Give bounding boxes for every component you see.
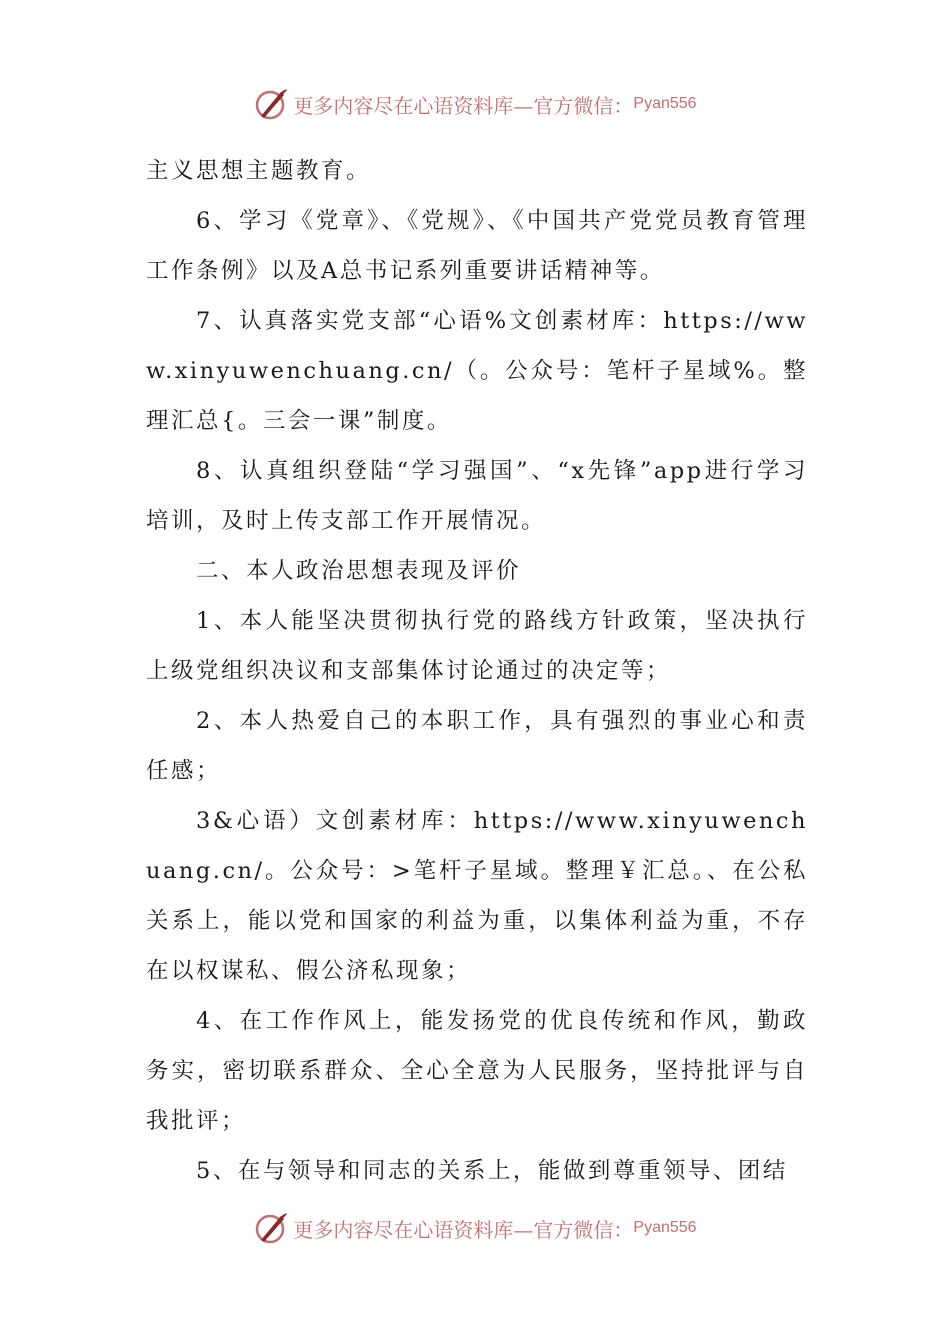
banner-text: 更多内容尽在心语资料库—官方微信： [293, 93, 634, 118]
quill-pen-logo-icon [253, 86, 289, 122]
header-banner [0, 84, 950, 124]
paragraph: 5、在与领导和同志的关系上，能做到尊重领导、团结 [196, 1158, 788, 1184]
paragraph: 6、学习《党章》、《党规》、《中国共产党党员教育管理工作条例》以及A总书记系列重要讲话精神等。 [146, 208, 808, 284]
banner-wechat-id: Pyan556 [633, 95, 697, 112]
paragraph: 8、认真组织登陆“学习强国”、“x先锋”app进行学习培训，及时上传支部工作开展情况。 [146, 458, 808, 534]
footer-banner [0, 1208, 950, 1248]
paragraph: 2、本人热爱自己的本职工作，具有强烈的事业心和责任感； [146, 708, 808, 784]
document-body [146, 146, 808, 1196]
paragraph: 4、在工作作风上，能发扬党的优良传统和作风，勤政务实，密切联系群众、全心全意为人民服务，坚持批评与自我批评； [146, 1008, 808, 1134]
banner-text: 更多内容尽在心语资料库—官方微信： [293, 1217, 634, 1242]
paragraph: 1、本人能坚决贯彻执行党的路线方针政策，坚决执行上级党组织决议和支部集体讨论通过的决定等； [146, 608, 808, 684]
paragraph: 7、认真落实党支部“心语%文创素材库：https://www.xinyuwenchuang.cn/（。公众号：笔杆子星域%。整理汇总{。三会一课”制度。 [146, 308, 808, 434]
quill-pen-logo-icon [253, 1210, 289, 1246]
paragraph: 主义思想主题教育。 [146, 158, 372, 184]
paragraph: 3&心语）文创素材库：https://www.xinyuwenchuang.cn/。公众号：>笔杆子星域。整理￥汇总。、在公私关系上，能以党和国家的利益为重，以集体利益为重，不存在以权谋私、假公济私现象； [146, 808, 808, 984]
banner-wechat-id: Pyan556 [633, 1219, 697, 1236]
section-heading: 二、本人政治思想表现及评价 [196, 558, 522, 584]
